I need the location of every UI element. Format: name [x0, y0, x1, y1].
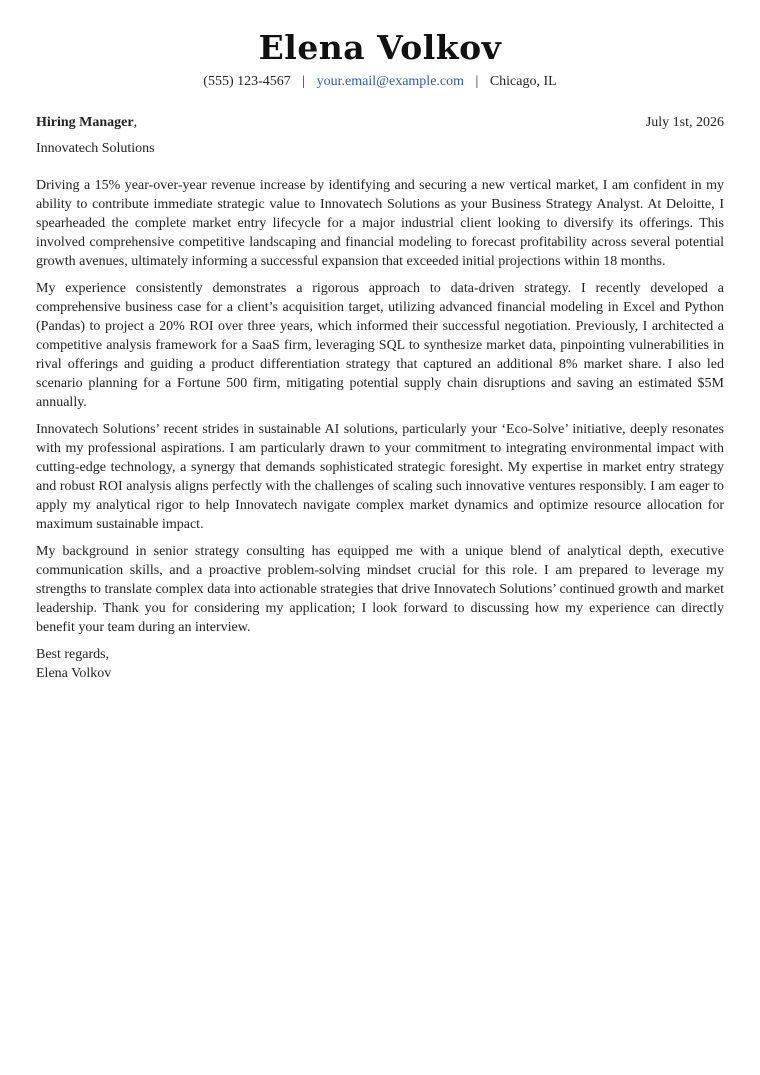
phone-number: (555) 123-4567	[203, 74, 291, 89]
body-paragraph: My experience consistently demonstrates a rigorous approach to data-driven strategy. I recently developed a comprehensive business case for a client’s acquisition target, utilizing advanced financial modeling in Excel and Python (Pandas) to project a 20% ROI over three years, which informed their successful negotiation. Previously, I architected a competitive analysis framework for a SaaS firm, leveraging SQL to synthesize market data, pinpointing vulnerabilities in rival offerings and guiding a product differentiation strategy that captured an additional 8% market share. I also led scenario planning for a Fortune 500 firm, mitigating potential supply chain disruptions and saving an estimated $5M annually.	[36, 281, 724, 410]
applicant-name: Elena Volkov	[258, 28, 502, 67]
email-link[interactable]: your.email@example.com	[316, 74, 465, 89]
letter-meta	[36, 110, 724, 136]
cover-letter-page	[36, 26, 724, 683]
contact-separator: |	[302, 74, 306, 89]
salutation	[36, 115, 137, 130]
salutation-punctuation: ,	[133, 115, 138, 130]
body-paragraph: Driving a 15% year-over-year revenue increase by identifying and securing a new vertical market, I am confident in my ability to contribute immediate strategic value to Innovatech Solutions as your Business Strategy Analyst. At Deloitte, I spearheaded the complete market entry lifecycle for a major industrial client looking to diversify its offerings. This involved comprehensive competitive landscaping and financial modeling to forecast profitability across several potential growth avenues, ultimately informing a successful expansion that exceeded initial projections within 18 months.	[36, 178, 724, 269]
closing-phrase: Best regards,	[36, 647, 110, 662]
body-paragraph: My background in senior strategy consulting has equipped me with a unique blend of analytical depth, executive communication skills, and a proactive problem-solving mindset crucial for this role. I am prepared to leverage my strengths to translate complex data into actionable strategies that drive Innovatech Solutions’ continued growth and market leadership. Thank you for considering my application; I look forward to discussing how my experience can directly benefit your team during an interview.	[36, 544, 724, 635]
letter-closing	[36, 645, 724, 683]
contact-separator: |	[475, 74, 479, 89]
body-paragraph: Innovatech Solutions’ recent strides in sustainable AI solutions, particularly your ‘Eco-Solve’ initiative, deeply resonates with my professional aspirations. I am particularly drawn to your commitment to integrating environmental impact with cutting-edge technology, a synergy that demands sophisticated strategic foresight. My expertise in market entry strategy and robust ROI analysis aligns perfectly with the challenges of scaling such innovative ventures responsibly. I am eager to apply my analytical rigor to help Innovatech navigate complex market dynamics and optimize resource allocation for maximum sustainable impact.	[36, 422, 724, 532]
letter-body	[36, 176, 724, 637]
recipient-name: Hiring Manager	[36, 115, 134, 130]
contact-line	[36, 73, 724, 91]
letter-date: July 1st, 2026	[645, 115, 724, 130]
company-name: Innovatech Solutions	[36, 141, 155, 156]
location: Chicago, IL	[489, 74, 557, 89]
signature-name: Elena Volkov	[36, 666, 112, 681]
